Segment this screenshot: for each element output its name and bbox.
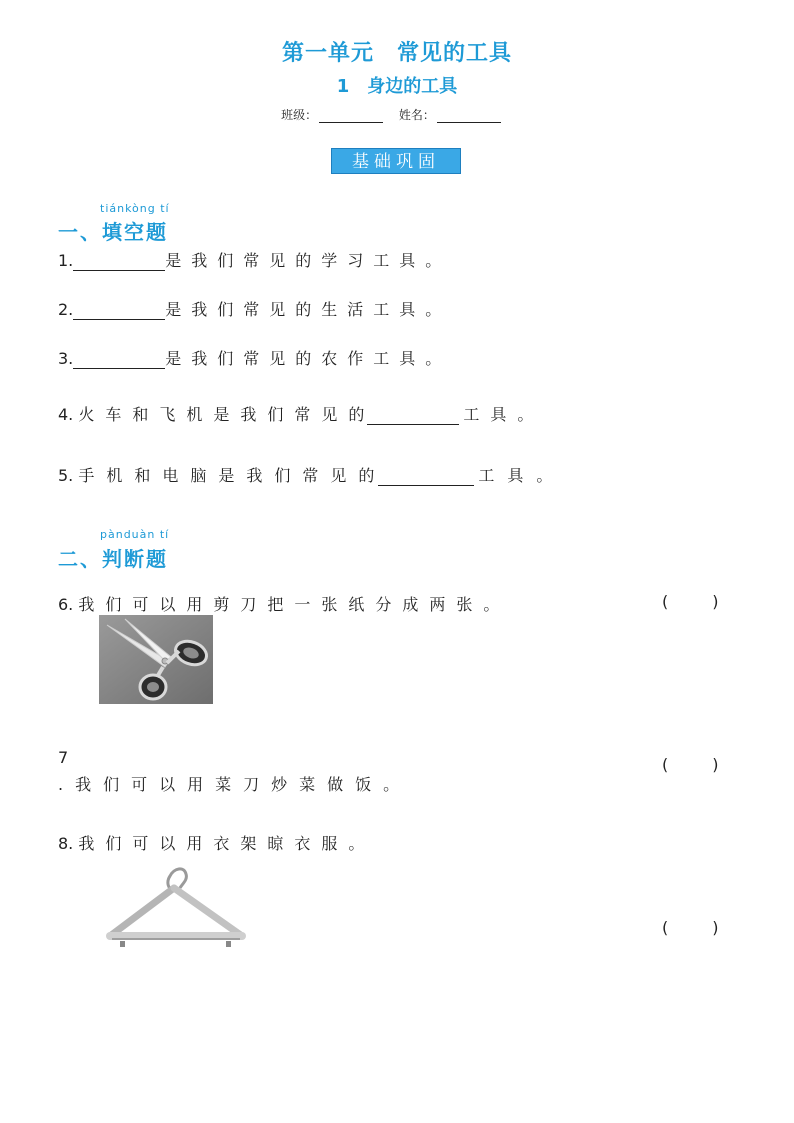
question-2: 2. 是我们常见的生活工具。 — [58, 300, 452, 319]
answer-paren-8[interactable]: ( ) — [662, 918, 719, 937]
answer-blank-3[interactable] — [73, 352, 165, 369]
question-4: 4. 火车和飞机是我们常见的 工具。 — [58, 405, 545, 424]
lesson-title: 1 身边的工具 — [336, 76, 458, 97]
section1-title: 一、填空题 — [58, 220, 168, 244]
answer-blank-2[interactable] — [73, 303, 165, 320]
answer-paren-7[interactable]: ( ) — [662, 755, 719, 774]
hanger-image — [102, 860, 248, 952]
answer-blank-1[interactable] — [73, 254, 165, 271]
question-7: .我们可以用菜刀炒菜做饭。 — [58, 775, 412, 794]
student-info — [0, 106, 794, 123]
question-7-number: 7 — [58, 748, 69, 767]
answer-blank-4[interactable] — [367, 408, 459, 425]
hanger-icon — [102, 860, 248, 952]
class-label: 班级： — [281, 108, 318, 122]
section1-pinyin: tiánkòng tí — [100, 202, 170, 215]
question-1: 1. 是我们常见的学习工具。 — [58, 251, 452, 270]
section-banner: 基础巩固 — [331, 148, 461, 174]
section2-title: 二、判断题 — [58, 547, 168, 571]
question-5: 5. 手机和电脑是我们常见的 工具。 — [58, 466, 566, 485]
name-blank[interactable] — [437, 110, 501, 123]
section2-pinyin: pànduàn tí — [100, 528, 170, 541]
scissors-icon — [99, 615, 213, 704]
name-label: 姓名： — [398, 108, 435, 122]
answer-paren-6[interactable]: ( ) — [662, 592, 719, 611]
answer-blank-5[interactable] — [378, 469, 474, 486]
scissors-image — [99, 615, 213, 704]
question-3: 3. 是我们常见的农作工具。 — [58, 349, 452, 368]
unit-title: 第一单元 常见的工具 — [281, 41, 512, 66]
question-8: 8. 我们可以用衣架晾衣服。 — [58, 834, 376, 853]
class-blank[interactable] — [319, 110, 383, 123]
question-6: 6. 我们可以用剪刀把一张纸分成两张。 — [58, 595, 511, 614]
